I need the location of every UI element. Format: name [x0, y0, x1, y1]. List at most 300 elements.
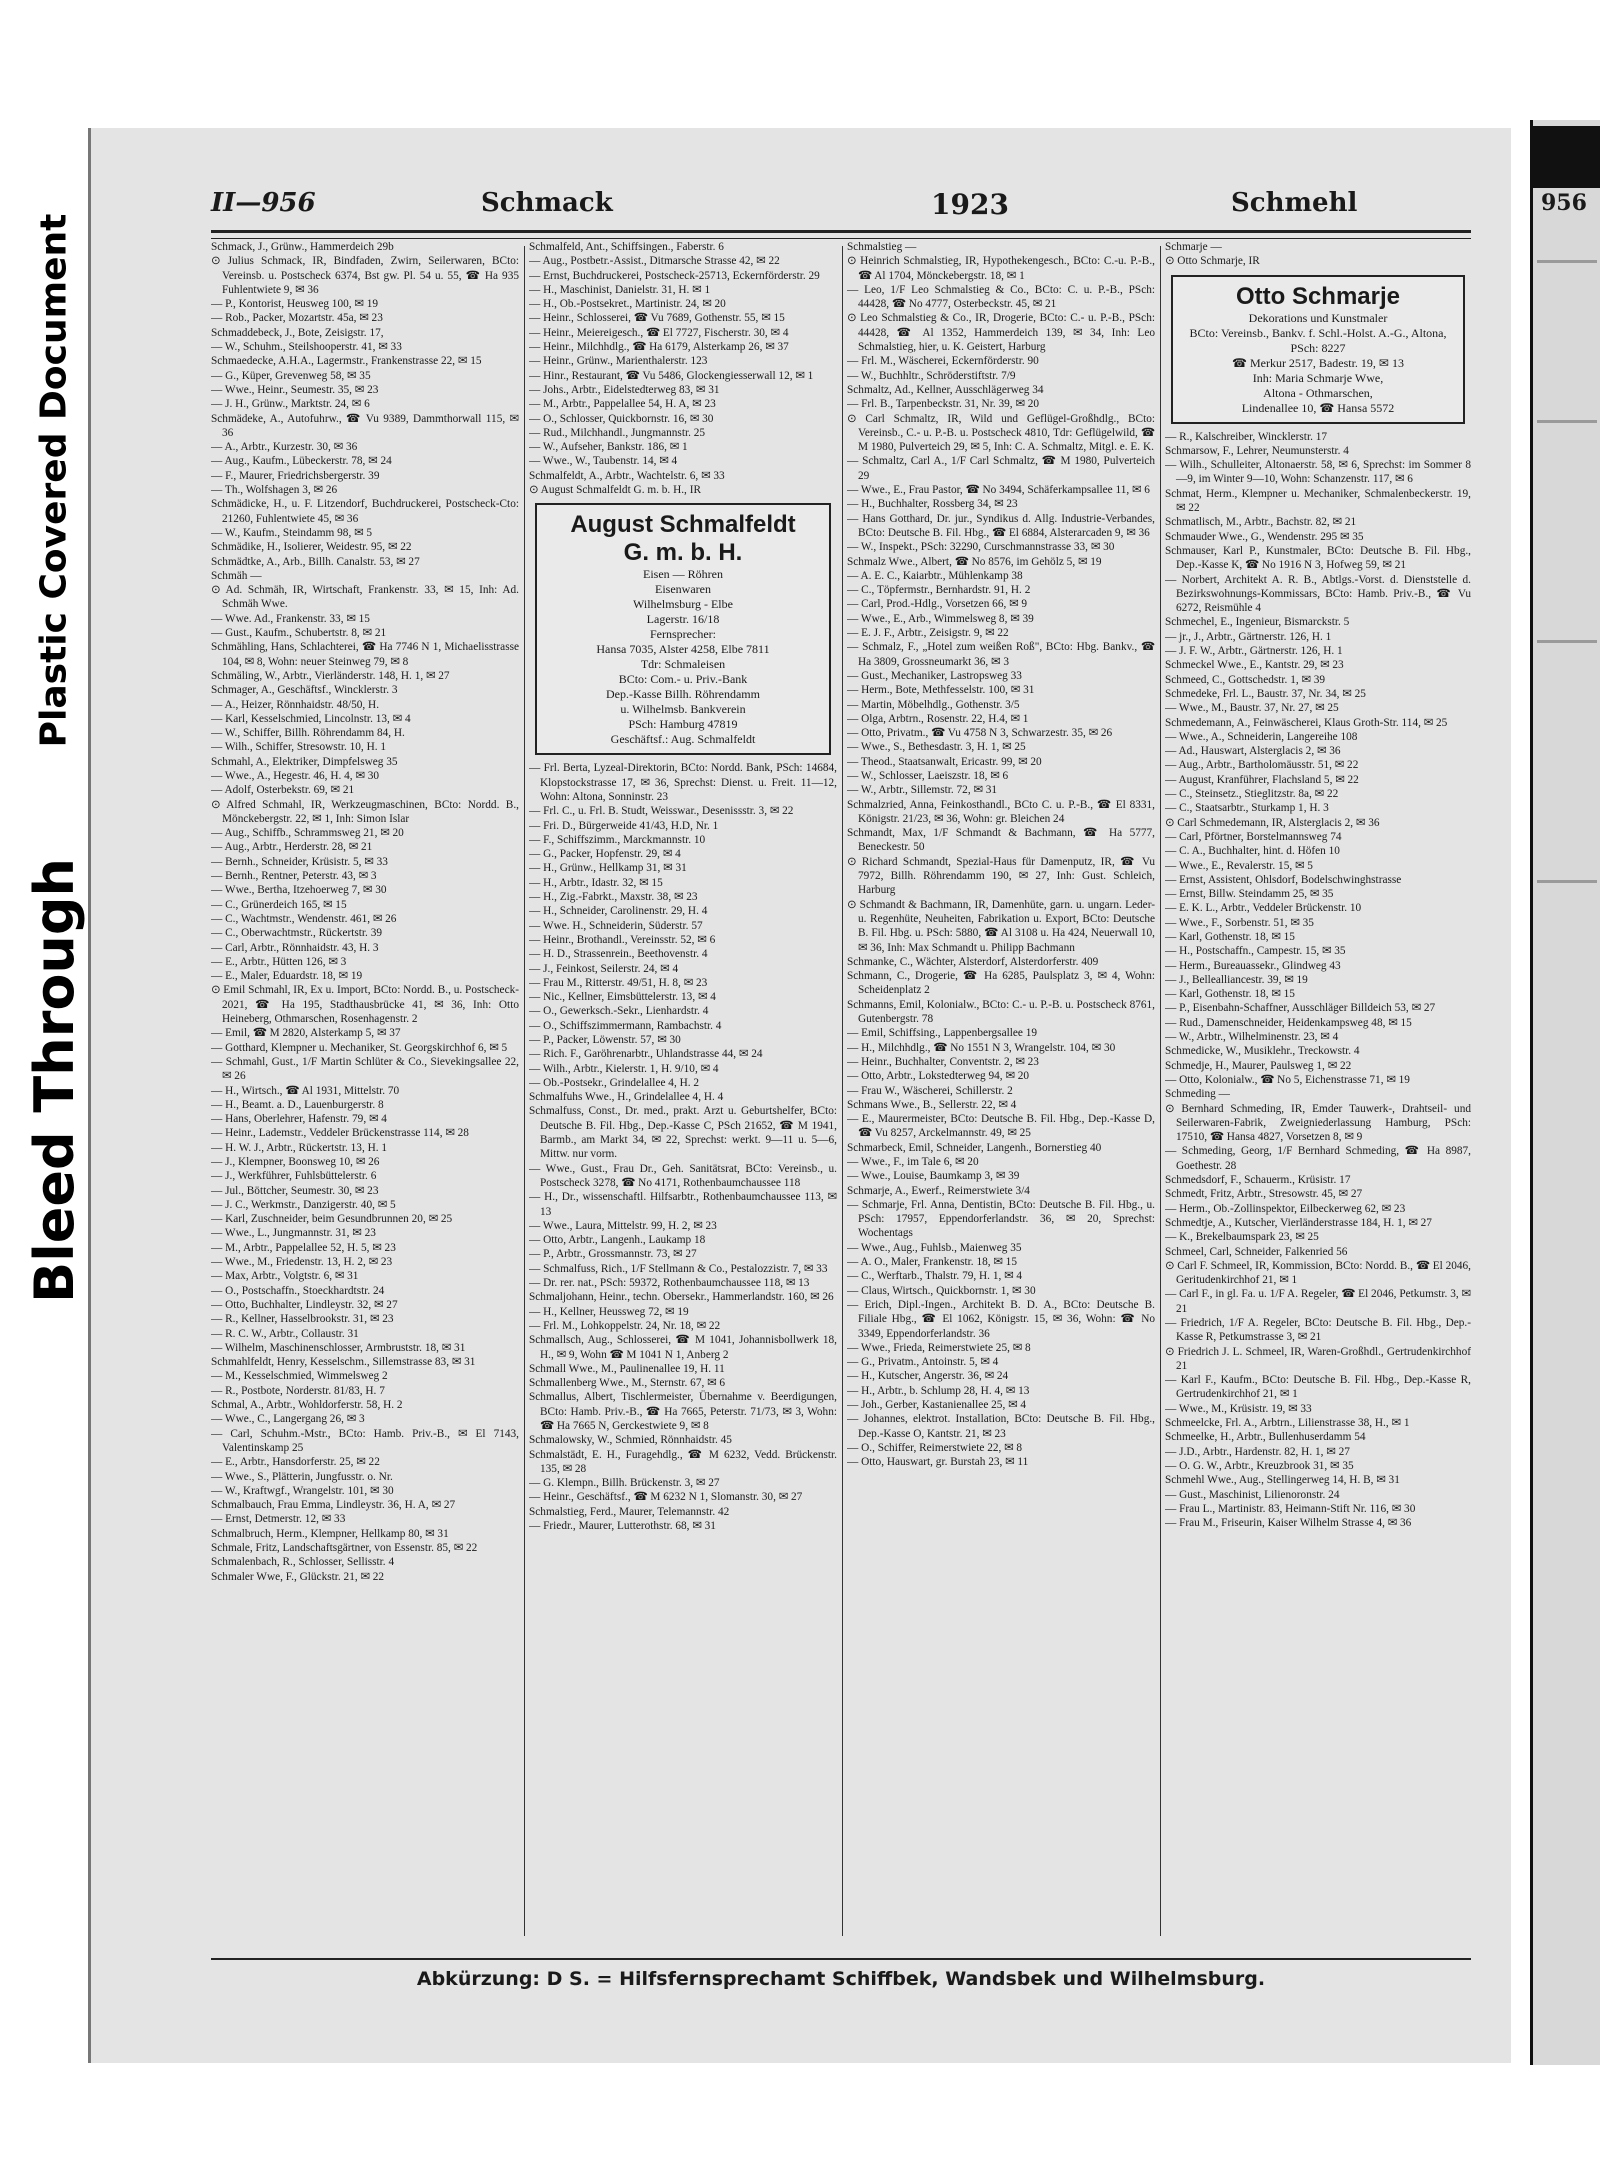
directory-entry: — Frau L., Martinistr. 83, Heimann-Stift Nr. 116, ✉ 30 [1165, 1502, 1416, 1515]
directory-entry: — G. Klempn., Billh. Brückenstr. 3, ✉ 27 [529, 1477, 720, 1490]
directory-entry: Schmaltz, Ad., Kellner, Ausschlägerweg 34 [847, 383, 1044, 396]
directory-entry: — Heinr., Buchhalter, Conventstr. 2, ✉ 23 [847, 1055, 1039, 1068]
directory-entry: — Gust., Mechaniker, Lastropsweg 33 [847, 669, 1022, 682]
directory-entry: — Max, Arbtr., Volgtstr. 6, ✉ 31 [211, 1270, 359, 1283]
facing-page-text-ghost [1537, 420, 1597, 423]
directory-entry: — Martin, Möbelhdlg., Gothenstr. 3/5 [847, 698, 1020, 711]
directory-entry: — H. D., Strassenrein., Beethovenstr. 4 [529, 948, 708, 961]
directory-entry: Schmalbauch, Frau Emma, Lindleystr. 36, H. A, ✉ 27 [211, 1499, 456, 1512]
directory-entry: — Herm., Ob.-Zollinspektor, Eilbeckerweg 62, ✉ 23 [1165, 1202, 1406, 1215]
directory-entry: ⊙ Heinrich Schmalstieg, IR, Hypothekengesch., BCto: C.-u. P.-B., ☎ Al 1704, Mönckebergstr. 18, ✉ 1 [847, 255, 1155, 282]
directory-entry: — Otto, Arbtr., Lokstedterweg 94, ✉ 20 [847, 1070, 1030, 1083]
directory-entry: Schmehl Wwe., Aug., Stellingerweg 14, H. B, ✉ 31 [1165, 1474, 1400, 1487]
directory-entry: Schmalfuhs Wwe., H., Grindelallee 4, H. 4 [529, 1091, 724, 1104]
directory-entry: — Nic., Kellner, Eimsbüttelerstr. 13, ✉ 4 [529, 991, 716, 1004]
directory-entry: — H., Kellner, Heussweg 72, ✉ 19 [529, 1305, 689, 1318]
directory-entry: — Karl F., Kaufm., BCto: Deutsche B. Fil. Hbg., Dep.-Kasse R, Gertrudenkirchhof 21, ✉ 1 [1165, 1374, 1471, 1401]
directory-entry: — Wwe., E., Frau Pastor, ☎ No 3494, Schäferkampsallee 11, ✉ 6 [847, 484, 1150, 497]
directory-entry: — A. O., Maler, Frankenstr. 18, ✉ 15 [847, 1256, 1017, 1269]
directory-entry: — Frl. M., Wäscherei, Eckernförderstr. 90 [847, 355, 1039, 368]
directory-entry: Schmeelcke, Frl. A., Arbtrn., Lilienstrasse 38, H., ✉ 1 [1165, 1417, 1410, 1430]
directory-entry: — Wilh., Arbtr., Kielerstr. 1, H. 9/10, ✉ 4 [529, 1062, 719, 1075]
directory-entry: Schmale, Fritz, Landschaftsgärtner, von Essenstr. 85, ✉ 22 [211, 1542, 478, 1555]
ad-company-name: August Schmalfeldt [570, 511, 796, 539]
directory-entry: Schmedsdorf, F., Schauerm., Krüsistr. 17 [1165, 1174, 1351, 1187]
directory-entry: — C., Töpfermstr., Bernhardstr. 91, H. 2 [847, 584, 1031, 597]
directory-entry: — J., Bellealliancestr. 39, ✉ 19 [1165, 973, 1308, 986]
directory-entry: — G., Packer, Hopfenstr. 29, ✉ 4 [529, 848, 681, 861]
directory-entry: — Wwe. H., Schneiderin, Süderstr. 57 [529, 919, 703, 932]
directory-entry: — Frau M., Ritterstr. 49/51, H. 8, ✉ 23 [529, 976, 708, 989]
directory-entry: Schmaddebeck, J., Bote, Zeisigstr. 17, [211, 326, 384, 339]
facing-page-number: 956 [1541, 190, 1587, 216]
directory-entry: — G., Privatm., Antoinstr. 5, ✉ 4 [847, 1356, 999, 1369]
directory-entry: Schmalowsky, W., Schmied, Rönnhaidstr. 45 [529, 1434, 732, 1447]
directory-entry: ⊙ Carl F. Schmeel, IR, Kommission, BCto: Nordd. B., ☎ El 2046, Geritudenkirchhof 21, ✉ 1 [1165, 1259, 1471, 1287]
directory-entry: ⊙ Bernhard Schmeding, IR, Emder Tauwerk-, Drahtseil- und Seilerwaren-Fabrik, Zweigniederlassung Hamburg, PSch: 17510, ☎ Hansa 4827, Vorsetzen 8, ✉ 9 [1165, 1102, 1471, 1144]
directory-entry: — P., Arbtr., Grossmannstr. 73, ✉ 27 [529, 1248, 697, 1261]
directory-entry: Schmaler Wwe, F., Glückstr. 21, ✉ 22 [211, 1570, 385, 1583]
directory-entry: Schmedemann, A., Feinwäscherei, Klaus Groth-Str. 114, ✉ 25 [1165, 716, 1448, 729]
directory-entry: Schmanke, C., Wächter, Alsterdorf, Alsterdorferstr. 409 [847, 955, 1099, 968]
directory-entry: — W., Inspekt., PSch: 32290, Curschmannstrasse 33, ✉ 30 [847, 541, 1115, 554]
directory-entry: — Otto, Buchhalter, Lindleystr. 32, ✉ 27 [211, 1298, 398, 1311]
directory-entry: — Wwe., Louise, Baumkamp 3, ✉ 39 [847, 1170, 1020, 1183]
directory-entry: — Aug., Schiffb., Schrammsweg 21, ✉ 20 [211, 827, 404, 840]
directory-entry: — Norbert, Architekt A. R. B., Abtlgs.-Vorst. d. Dienststelle d. Bezirkswohnungs-Kommissars, BCto: Hamb. Priv.-B., ☎ Vu 6272, Reismühle 4 [1165, 573, 1471, 615]
facing-page-text-ghost [1537, 260, 1597, 263]
directory-entry: — H., Dr., wissenschaftl. Hilfsarbtr., Rothenbaumchaussee 113, ✉ 13 [529, 1191, 837, 1218]
ad-line: Eisen — Röhren [643, 567, 723, 582]
directory-entry: Schmeelke, H., Arbtr., Bullenhuserdamm 54 [1165, 1431, 1366, 1444]
directory-entry: — Theod., Staatsanwalt, Ericastr. 99, ✉ 20 [847, 755, 1042, 768]
directory-entry: — Wwe., Frieda, Reimerstwiete 25, ✉ 8 [847, 1341, 1031, 1354]
directory-entry: Schmalbruch, Herm., Klempner, Hellkamp 80, ✉ 31 [211, 1527, 449, 1540]
directory-entry: Schmans Wwe., B., Sellerstr. 22, ✉ 4 [847, 1098, 1017, 1111]
directory-entry: Schmedicke, W., Musiklehr., Treckowstr. 4 [1165, 1045, 1360, 1058]
directory-entry: ⊙ Julius Schmack, IR, Bindfaden, Zwirn, Seilerwaren, BCto: Vereinsb. u. Postscheck 6374, Bst gw. Pl. 54 u. 55, ☎ Ha 935 Fuhlentwiete 9, ✉ 36 [211, 255, 519, 296]
directory-entry: — H. W. J., Arbtr., Rückertstr. 13, H. 1 [211, 1141, 388, 1154]
directory-entry: — Friedr., Maurer, Lutterothstr. 68, ✉ 31 [529, 1520, 716, 1533]
directory-entry: — E., Maler, Eduardstr. 18, ✉ 19 [211, 970, 363, 983]
directory-entry: — J. C., Werkmstr., Danzigerstr. 40, ✉ 5 [211, 1198, 396, 1211]
facing-page-edge [1530, 120, 1600, 2065]
directory-entry: Schmähling, Hans, Schlachterei, ☎ Ha 7746 N 1, Michaelisstrasse 104, ✉ 8, Wohn: neuer Steinweg 79, ✉ 8 [211, 641, 519, 668]
directory-entry: — Wwe., Bertha, Itzehoerweg 7, ✉ 30 [211, 884, 387, 897]
directory-entry: — Wwe., M., Krüsistr. 19, ✉ 33 [1165, 1402, 1312, 1415]
directory-entry: — Schmarje, Frl. Anna, Dentistin, BCto: Deutsche B. Fil. Hbg., u. PSch: 17957, Eppendorferlandstr. 36, ✉ 20, Sprechst: Wochentags [847, 1198, 1155, 1240]
directory-entry: — C., Steinsetz., Stieglitzstr. 8a, ✉ 22 [1165, 788, 1339, 801]
ad-line: ☎ Merkur 2517, Badestr. 19, ✉ 13 [1232, 355, 1404, 370]
directory-entry: — Herm., Bote, Methfesselstr. 100, ✉ 31 [847, 684, 1035, 697]
directory-entry: — A. E. C., Kaiarbtr., Mühlenkamp 38 [847, 569, 1023, 582]
directory-entry: — C. A., Buchhalter, hint. d. Höfen 10 [1165, 845, 1340, 858]
directory-entry: ⊙ Richard Schmandt, Spezial-Haus für Damenputz, IR, ☎ Vu 7972, Billh. Röhrendamm 190, ✉ 27, Inh: Gust. Schleich, Harburg [847, 855, 1155, 897]
directory-entry: — Ernst, Detmerstr. 12, ✉ 33 [211, 1513, 346, 1526]
directory-columns [211, 240, 1471, 1940]
ad-line: Lagerstr. 16/18 [646, 612, 720, 627]
directory-entry: — R. C. W., Arbtr., Collaustr. 31 [211, 1327, 359, 1340]
directory-entry: — H., Wirtsch., ☎ Al 1931, Mittelstr. 70 [211, 1084, 400, 1097]
directory-entry: — Carl, Schuhm.-Mstr., BCto: Hamb. Priv.-B., ✉ El 7143, Valentinskamp 25 [211, 1427, 519, 1454]
directory-entry: — Heinr., Meiereigesch., ☎ El 7727, Fischerstr. 30, ✉ 4 [529, 326, 789, 339]
directory-entry: Schmedtje, A., Kutscher, Vierländerstrasse 184, H. 1, ✉ 27 [1165, 1216, 1432, 1229]
directory-entry: — Hans, Oberlehrer, Hafenstr. 79, ✉ 4 [211, 1113, 387, 1126]
directory-entry: — Emil, Schiffsing., Lappenbergsallee 19 [847, 1027, 1038, 1040]
directory-entry: — Wwe., F., Sorbenstr. 51, ✉ 35 [1165, 916, 1314, 929]
directory-entry: — O., Schiffer, Reimerstwiete 22, ✉ 8 [847, 1441, 1023, 1454]
directory-entry: ⊙ Emil Schmahl, IR, Ex u. Import, BCto: Nordd. B., u. Postscheck-2021, ☎ Ha 195, Stadthausbrücke 41, ✉ 36, Inh: Otto Heineberg, Othmarschen, Rosenhagenstr. 2 [211, 984, 519, 1026]
directory-entry: — W., Schuhm., Steilshooperstr. 41, ✉ 33 [211, 341, 402, 354]
directory-entry: — Dr. rer. nat., PSch: 59372, Rothenbaumchaussee 118, ✉ 13 [529, 1277, 810, 1290]
directory-entry: — H., Schneider, Carolinenstr. 29, H. 4 [529, 905, 708, 918]
directory-entry: Schmädtke, A., Arb., Billh. Canalstr. 53, ✉ 27 [211, 555, 420, 568]
directory-entry: — H., Ob.-Postsekret., Martinistr. 24, ✉ 20 [529, 298, 726, 311]
directory-entry: Schmalfuss, Const., Dr. med., prakt. Arzt u. Geburtshelfer, BCto: Deutsche B. Fil. Hbg., Dep.-Kasse C, PSch 21652, ☎ M 1941, Barmb., am Markt 34, ✉ 22, Sprechst: werkt. 9—11 u. 5—6, Mittw. nur vorm. [529, 1105, 837, 1161]
directory-entry: — Frl. C., u. Frl. B. Studt, Weisswar., Desenissstr. 3, ✉ 22 [529, 805, 794, 818]
column-2-entries-continued [529, 761, 837, 1533]
directory-entry: Schmauser, Karl P., Kunstmaler, BCto: Deutsche B. Fil. Hbg., Dep.-Kasse K, ☎ No 1916 N 3, Hofweg 59, ✉ 21 [1165, 544, 1471, 572]
directory-entry: Schmalzried, Anna, Feinkosthandl., BCto C. u. P.-B., ☎ El 8331, Königstr. 21/23, ✉ 36, Wohn: gr. Bleichen 24 [847, 798, 1155, 825]
directory-entry: — H., Buchhalter, Rossberg 34, ✉ 23 [847, 498, 1018, 511]
directory-entry: ⊙ Schmandt & Bachmann, IR, Damenhüte, garn. u. ungarn. Leder- u. Regenhüte, Neuheiten, Fabrikation u. Export, BCto: Deutsche B. Fil. Hbg. u. PSch: 5880, ☎ Al 3108 u. Ha 424, Neuerwall 10, ✉ 36, Inh: Max Schmandt u. Philipp Bachmann [847, 898, 1155, 954]
directory-entry: Schmalenbach, R., Schlosser, Sellisstr. 4 [211, 1556, 395, 1569]
bleed-through-label [14, 820, 94, 1340]
directory-entry: — August, Kranführer, Flachsland 5, ✉ 22 [1165, 773, 1359, 786]
directory-entry: — Rich. F., Garöhrenarbtr., Uhlandstrasse 44, ✉ 24 [529, 1048, 763, 1061]
ad-line: BCto: Com.- u. Priv.-Bank [618, 672, 748, 687]
directory-entry: — Karl, Gothenstr. 18, ✉ 15 [1165, 988, 1295, 1001]
directory-entry: — P., Eisenbahn-Schaffner, Ausschläger Billdeich 53, ✉ 27 [1165, 1002, 1436, 1015]
directory-entry: Schmedt, Fritz, Arbtr., Stresowstr. 45, ✉ 27 [1165, 1188, 1363, 1201]
directory-entry: — P., Kontorist, Heusweg 100, ✉ 19 [211, 298, 378, 311]
directory-entry: — E. J. F., Arbtr., Zeisigstr. 9, ✉ 22 [847, 627, 1009, 640]
directory-entry: — R., Kalschreiber, Wincklerstr. 17 [1165, 430, 1328, 443]
directory-entry: Schmalstieg, Ferd., Maurer, Telemannstr. 42 [529, 1505, 730, 1518]
directory-entry: Schmädeke, A., Autofuhrw., ☎ Vu 9389, Dammthorwall 115, ✉ 36 [211, 412, 519, 439]
directory-entry: Schmädike, H., Isolierer, Weidestr. 95, ✉ 22 [211, 541, 412, 554]
directory-entry: Schmaedecke, A.H.A., Lagermstr., Frankenstrasse 22, ✉ 15 [211, 355, 482, 368]
ad-line: Dekorations und Kunstmaler [1248, 310, 1388, 325]
directory-entry: — Hans Gotthard, Dr. jur., Syndikus d. Allg. Industrie-Verbandes, BCto: Deutsche B. Fil. Hbg., ☎ El 6884, Alsterarcaden 9, ✉ 36 [847, 512, 1155, 539]
bleed-through-text: Bleed Through [22, 857, 86, 1303]
directory-entry: — Ad., Hauswart, Alsterglacis 2, ✉ 36 [1165, 745, 1341, 758]
directory-entry: — J., Werkführer, Fuhlsbüttelerstr. 6 [211, 1170, 377, 1183]
directory-entry: Schmeding — [1165, 1088, 1230, 1101]
directory-entry: Schmarje, A., Ewerf., Reimerstwiete 3/4 [847, 1184, 1030, 1197]
plastic-covered-text: Plastic Covered Document [33, 213, 75, 747]
directory-entry: — Carl, Pförtner, Borstelmannsweg 74 [1165, 830, 1342, 843]
ad-line: Fernsprecher: [650, 627, 716, 642]
header-last-word: Schmehl [1231, 188, 1358, 218]
directory-entry: — Heinr., Lademstr., Veddeler Brückenstrasse 114, ✉ 28 [211, 1127, 469, 1140]
directory-entry: Schmat, Herm., Klempner u. Mechaniker, Schmalenbeckerstr. 19, ✉ 22 [1165, 487, 1471, 515]
directory-entry: — Aug., Kaufm., Lübeckerstr. 78, ✉ 24 [211, 455, 392, 468]
directory-entry: Schmaljohann, Heinr., techn. Obersekr., Hammerlandstr. 160, ✉ 26 [529, 1291, 834, 1304]
directory-entry: — Herm., Bureauassekr., Glindweg 43 [1165, 959, 1341, 972]
directory-entry: — Karl, Zuschneider, beim Gesundbrunnen 20, ✉ 25 [211, 1213, 453, 1226]
directory-entry: Schmallus, Albert, Tischlermeister, Übernahme v. Beerdigungen, BCto: Hamb. Priv.-B., ☎ Ha 7665, Peterstr. 71/73, ✉ 3, Wohn: ☎ Ha 7665 N, Gerckestwiete 9, ✉ 8 [529, 1391, 837, 1432]
header-first-word: Schmack [481, 188, 613, 218]
plastic-covered-label [14, 210, 94, 750]
directory-entry: — Johannes, elektrot. Installation, BCto: Deutsche B. Fil. Hbg., Dep.-Kasse O, Kantstr. 21, ✉ 23 [847, 1413, 1155, 1440]
column-2 [529, 240, 837, 1940]
directory-entry: — Rob., Packer, Mozartstr. 45a, ✉ 23 [211, 312, 383, 325]
directory-entry: — Rud., Damenschneider, Heidenkampsweg 48, ✉ 15 [1165, 1016, 1412, 1029]
directory-entry: — Friedrich, 1/F A. Regeler, BCto: Deutsche B. Fil. Hbg., Dep.-Kasse R, Petkumstrasse 3, ✉ 21 [1165, 1317, 1471, 1344]
directory-entry: — Jul., Böttcher, Seumestr. 30, ✉ 23 [211, 1184, 379, 1197]
page-footer [211, 1958, 1471, 1990]
column-4-entries-continued [1165, 430, 1471, 1531]
ad-line: BCto: Vereinsb., Bankv. f. Schl.-Holst. A.-G., Altona, PSch: 8227 [1189, 325, 1447, 355]
directory-entry: — Frl. B., Tarpenbeckstr. 31, Nr. 39, ✉ 20 [847, 398, 1040, 411]
directory-entry: — Bernh., Schneider, Krüsistr. 5, ✉ 33 [211, 855, 388, 868]
directory-entry: — jr., J., Arbtr., Gärtnerstr. 126, H. 1 [1165, 630, 1332, 643]
directory-entry: — Wwe., F., im Tale 6, ✉ 20 [847, 1156, 979, 1168]
directory-entry: — H., Kutscher, Angerstr. 36, ✉ 24 [847, 1370, 1009, 1383]
directory-entry: Schmäh — [211, 569, 262, 582]
directory-entry: Schmeel, Carl, Schneider, Falkenried 56 [1165, 1245, 1348, 1258]
ad-line: PSch: Hamburg 47819 [628, 717, 738, 732]
footer-abbreviation-note: Abkürzung: D S. = Hilfsfernsprechamt Schiffbek, Wandsbek und Wilhelmsburg. [416, 1968, 1266, 1990]
directory-entry: ⊙ Alfred Schmahl, IR, Werkzeugmaschinen, BCto: Nordd. B., Mönckebergstr. 22, ✉ 1, Inh: Simon Islar [211, 798, 519, 825]
directory-entry: — C., Staatsarbtr., Sturkamp 1, H. 3 [1165, 802, 1329, 815]
column-divider [842, 246, 843, 1936]
directory-entry: Schmarsow, F., Lehrer, Neumunsterstr. 4 [1165, 444, 1349, 457]
directory-entry: — Wwe., M., Friedenstr. 13, H. 2, ✉ 23 [211, 1256, 393, 1269]
directory-entry: Schmack, J., Grünw., Hammerdeich 29b [211, 241, 394, 253]
directory-entry: — W., Kaufm., Steindamm 98, ✉ 5 [211, 526, 373, 539]
directory-entry: — Carl F., in gl. Fa. u. 1/F A. Regeler, ☎ El 2046, Petkumstr. 3, ✉ 21 [1165, 1288, 1471, 1315]
directory-entry: ⊙ Friedrich J. L. Schmeel, IR, Waren-Großhdl., Gertrudenkirchhof 21 [1165, 1345, 1471, 1372]
column-divider [524, 246, 525, 1936]
directory-entry: Schmalz Wwe., Albert, ☎ No 8576, im Gehölz 5, ✉ 19 [847, 555, 1102, 568]
directory-entry: ⊙ Leo Schmalstieg & Co., IR, Drogerie, BCto: C.- u. P.-B., PSch: 44428, ☎ Al 1352, Hammerdeich 139, ✉ 34, Inh: Leo Schmalstieg, hier, u. K. Geistert, Harburg [847, 312, 1155, 354]
directory-entry: — K., Brekelbaumspark 23, ✉ 25 [1165, 1231, 1319, 1244]
directory-entry: — Wwe., Laura, Mittelstr. 99, H. 2, ✉ 23 [529, 1219, 717, 1232]
directory-entry: Schmanns, Emil, Kolonialw., BCto: C.- u. P.-B. u. Postscheck 8761, Gutenbergstr. 78 [847, 998, 1155, 1026]
directory-entry: — P., Packer, Löwenstr. 57, ✉ 30 [529, 1033, 681, 1046]
directory-entry: — Carl, Arbtr., Rönnhaidstr. 43, H. 3 [211, 941, 379, 954]
directory-entry: — Hinr., Restaurant, ☎ Vu 5486, Glockengiesserwall 12, ✉ 1 [529, 369, 814, 382]
directory-entry: — Frau W., Wäscherei, Schillerstr. 2 [847, 1084, 1013, 1097]
directory-entry: Schmahlfeldt, Henry, Kesselschm., Sillemstrasse 83, ✉ 31 [211, 1356, 476, 1369]
directory-entry: — Carl, Prod.-Hdlg., Vorsetzen 66, ✉ 9 [847, 598, 1028, 611]
directory-entry: Schmallsch, Aug., Schlosserei, ☎ M 1041, Johannisbollwerk 18, H., ✉ 9, Wohn ☎ M 1041 N 1, Anberg 2 [529, 1334, 837, 1361]
directory-entry: — W., Kraftwgf., Wrangelstr. 101, ✉ 30 [211, 1484, 394, 1497]
directory-entry: — Wwe., M., Baustr. 37, Nr. 27, ✉ 25 [1165, 702, 1339, 715]
directory-entry: — Wwe., W., Taubenstr. 14, ✉ 4 [529, 455, 678, 468]
directory-entry: — Schmaltz, Carl A., 1/F Carl Schmaltz, ☎ M 1980, Pulverteich 29 [847, 455, 1155, 482]
column-2-entries [529, 240, 837, 497]
page-header [211, 188, 1471, 230]
directory-entry: — Joh., Gerber, Kastanienallee 25, ✉ 4 [847, 1399, 1027, 1412]
directory-entry: — Wilh., Schiffer, Stresowstr. 10, H. 1 [211, 741, 387, 754]
header-rule [211, 230, 1471, 239]
directory-entry: — Frl. M., Lohkoppelstr. 24, Nr. 18, ✉ 22 [529, 1319, 721, 1332]
column-4 [1165, 240, 1471, 1940]
directory-entry: — Th., Wolfshagen 3, ✉ 26 [211, 484, 338, 497]
header-year: 1923 [931, 188, 1009, 221]
directory-entry: — E., Arbtr., Hütten 126, ✉ 3 [211, 955, 347, 968]
page-number: II—956 [211, 188, 316, 218]
directory-entry: — Heinr., Geschäftsf., ☎ M 6232 N 1, Slomanstr. 30, ✉ 27 [529, 1491, 803, 1504]
directory-entry: — J. H., Grünw., Marktstr. 24, ✉ 6 [211, 398, 370, 411]
directory-entry: ⊙ Carl Schmedemann, IR, Alsterglacis 2, ✉ 36 [1165, 816, 1380, 829]
directory-entry: — Heinr., Grünw., Marienthalerstr. 123 [529, 355, 708, 368]
directory-entry: — E., Arbtr., Hansdorferstr. 25, ✉ 22 [211, 1456, 380, 1469]
directory-entry: Schmedje, H., Maurer, Paulsweg 1, ✉ 22 [1165, 1059, 1352, 1072]
facing-page-text-ghost [1537, 640, 1597, 643]
directory-entry: — A., Heizer, Rönnhaidstr. 48/50, H. [211, 698, 380, 711]
directory-entry: — Wilhelm, Maschinenschlosser, Armbruststr. 18, ✉ 31 [211, 1341, 466, 1354]
directory-entry: — E. K. L., Arbtr., Veddeler Brückenstr. 10 [1165, 902, 1362, 915]
directory-entry: — Leo, 1/F Leo Schmalstieg & Co., BCto: C. u. P.-B., PSch: 44428, ☎ No 4777, Osterbeckstr. 45, ✉ 21 [847, 283, 1155, 311]
directory-entry: — Wwe., E., Revalerstr. 15, ✉ 5 [1165, 859, 1313, 872]
directory-entry: Schmager, A., Geschäftsf., Wincklerstr. 3 [211, 684, 398, 697]
directory-entry: — Gust., Kaufm., Schubertstr. 8, ✉ 21 [211, 627, 387, 640]
advertisement-schmalfeldt [535, 503, 831, 755]
directory-entry: — R., Postbote, Norderstr. 81/83, H. 7 [211, 1384, 385, 1397]
column-3-entries [847, 240, 1155, 1470]
directory-entry: — Karl, Gothenstr. 18, ✉ 15 [1165, 930, 1295, 943]
ad-company-name: Otto Schmarje [1235, 282, 1401, 310]
directory-entry: — Aug., Arbtr., Herderstr. 28, ✉ 21 [211, 841, 373, 854]
directory-entry: Schmahl, A., Elektriker, Dimpfelsweg 35 [211, 755, 398, 768]
directory-entry: — Ernst, Buchdruckerei, Postscheck-25713, Eckernförderstr. 29 [529, 269, 820, 282]
directory-entry: — Wwe., A., Hegestr. 46, H. 4, ✉ 30 [211, 769, 380, 782]
directory-entry: — Wwe., L., Jungmannstr. 31, ✉ 23 [211, 1227, 376, 1240]
directory-entry: Schmalstädt, E. H., Furagehdlg., ☎ M 6232, Vedd. Brückenstr. 135, ✉ 28 [529, 1448, 837, 1475]
directory-entry: — H., Postschaffn., Campestr. 15, ✉ 35 [1165, 945, 1346, 958]
directory-entry: — H., Grünw., Hellkamp 31, ✉ 31 [529, 862, 687, 875]
directory-entry: — Otto, Arbtr., Langenh., Laukamp 18 [529, 1234, 706, 1247]
directory-entry: — Schmahl, Gust., 1/F Martin Schlüter & Co., Sievekingsallee 22, ✉ 26 [211, 1055, 519, 1083]
directory-entry: — Fri. D., Bürgerweide 41/43, H.D, Nr. 1 [529, 819, 719, 832]
directory-entry: — Adolf, Osterbekstr. 69, ✉ 21 [211, 784, 355, 797]
facing-page-dark-cap [1533, 126, 1600, 188]
directory-entry: — Wwe., C., Langergang 26, ✉ 3 [211, 1413, 365, 1426]
ad-line: Hansa 7035, Alster 4258, Elbe 7811 [596, 642, 770, 657]
directory-entry: — M., Kesselschmied, Wimmelsweg 2 [211, 1370, 388, 1383]
directory-entry: — J., Klempner, Boonsweg 10, ✉ 26 [211, 1156, 380, 1168]
directory-entry: — Rud., Milchhandl., Jungmannstr. 25 [529, 426, 706, 439]
directory-entry: Schmalfeldt, A., Arbtr., Wachtelstr. 6, ✉ 33 [529, 469, 725, 482]
directory-entry: ⊙ Otto Schmarje, IR [1165, 255, 1260, 268]
directory-entry: — Wilh., Schulleiter, Altonaerstr. 58, ✉ 6, Sprechst: im Sommer 8—9, im Winter 9—10, Wohn: Schanzenstr. 117, ✉ 6 [1165, 459, 1471, 486]
directory-entry: — C., Grünerdeich 165, ✉ 15 [211, 898, 347, 911]
directory-entry: Schmandt, Max, 1/F Schmandt & Bachmann, ☎ Ha 5777, Beneckestr. 50 [847, 827, 1155, 854]
column-1-entries [211, 240, 519, 1584]
directory-entry: — C., Oberwachtmstr., Rückertstr. 39 [211, 927, 382, 940]
ad-line: Lindenallee 10, ☎ Hansa 5572 [1241, 400, 1395, 415]
directory-entry: — H., Zig.-Fabrkt., Maxstr. 38, ✉ 23 [529, 891, 698, 904]
directory-entry: — Aug., Arbtr., Bartholomäusstr. 51, ✉ 22 [1165, 759, 1359, 772]
ad-line: Altona - Othmarschen, [1263, 385, 1373, 400]
directory-entry: — Claus, Wirtsch., Quickbornstr. 1, ✉ 30 [847, 1284, 1036, 1297]
directory-entry: — O., Schlosser, Quickbornstr. 16, ✉ 30 [529, 412, 714, 425]
directory-entry: — Gotthard, Klempner u. Mechaniker, St. Georgskirchhof 6, ✉ 5 [211, 1041, 508, 1054]
directory-entry: — O. G. W., Arbtr., Kreuzbrook 31, ✉ 35 [1165, 1459, 1354, 1472]
directory-entry: Schmalstieg — [847, 241, 917, 253]
ad-line: Eisenwaren [655, 582, 711, 597]
directory-entry: — Bernh., Rentner, Peterstr. 43, ✉ 3 [211, 870, 377, 883]
directory-entry: — Heinr., Brothandl., Vereinsstr. 52, ✉ 6 [529, 933, 716, 946]
directory-entry: Schmedeke, Frl. L., Baustr. 37, Nr. 34, ✉ 25 [1165, 687, 1366, 700]
directory-entry: — Aug., Postbetr.-Assist., Ditmarsche Strasse 42, ✉ 22 [529, 255, 780, 268]
ad-line: Geschäftsf.: Aug. Schmalfeldt [610, 732, 756, 747]
directory-entry: Schmeed, C., Gottschedstr. 1, ✉ 39 [1165, 673, 1326, 686]
directory-entry: — Wwe., E., Arb., Wimmelsweg 8, ✉ 39 [847, 612, 1034, 625]
directory-entry: — Johs., Arbtr., Eidelstedterweg 83, ✉ 31 [529, 383, 720, 396]
column-1 [211, 240, 519, 1940]
directory-entry: — M., Arbtr., Pappelallee 54, H. A, ✉ 23 [529, 398, 716, 411]
ad-line: Inh: Maria Schmarje Wwe, [1252, 370, 1384, 385]
directory-entry: Schmauder Wwe., G., Wendenstr. 295 ✉ 35 [1165, 530, 1364, 543]
directory-entry: — J. F. W., Arbtr., Gärtnerstr. 126, H. 1 [1165, 645, 1343, 658]
directory-entry: ⊙ August Schmalfeldt G. m. b. H., IR [529, 484, 702, 497]
advertisement-schmarje [1171, 275, 1465, 424]
directory-entry: — Wwe., Heinr., Seumestr. 35, ✉ 23 [211, 383, 379, 396]
directory-entry: — O., Schiffszimmermann, Rambachstr. 4 [529, 1019, 722, 1032]
directory-entry: — Wwe., A., Schneiderin, Langereihe 108 [1165, 730, 1358, 743]
directory-entry: — Frl. Berta, Lyzeal-Direktorin, BCto: Nordd. Bank, PSch: 14684, Klopstockstrasse 17, ✉ 36, Sprechst: Dienst. u. Freit. 11—12, Wohn: Altona, Sonninstr. 23 [529, 762, 837, 803]
directory-entry: — O., Postschaffn., Stoeckhardtstr. 24 [211, 1284, 385, 1297]
ad-details [1181, 311, 1455, 416]
directory-entry: — O., Gewerksch.-Sekr., Lienhardstr. 4 [529, 1005, 709, 1018]
directory-entry: — H., Maschinist, Danielstr. 31, H. ✉ 1 [529, 283, 711, 296]
ad-details [545, 567, 821, 747]
ad-line: u. Wilhelmsb. Bankverein [620, 702, 746, 717]
directory-entry: — Ernst, Assistent, Ohlsdorf, Bodelschwinghstrasse [1165, 873, 1402, 886]
directory-entry: — Schmalfuss, Rich., 1/F Stellmann & Co., Pestalozzistr. 7, ✉ 33 [529, 1262, 828, 1275]
column-3 [847, 240, 1155, 1940]
directory-entry: — W., Schiffer, Billh. Röhrendamm 84, H. [211, 727, 405, 740]
directory-entry: — Karl, Kesselschmied, Lincolnstr. 13, ✉ 4 [211, 712, 411, 725]
directory-entry: ⊙ Carl Schmaltz, IR, Wild und Geflügel-Großhdlg., BCto: Vereinsb., C.- u. P.-B. u. Postscheck 4810, Tdr: Geflügelwild, ☎ M 1980, Pulverteich 29, ✉ 5, Inh: C. A. Schmaltz, Mitgl. e. E. K. [847, 412, 1155, 454]
directory-entry: — Emil, ☎ M 2820, Alsterkamp 5, ✉ 37 [211, 1027, 401, 1040]
directory-entry: — W., Aufseher, Bankstr. 186, ✉ 1 [529, 441, 688, 454]
directory-entry: — M., Arbtr., Pappelallee 52, H. 5, ✉ 23 [211, 1241, 396, 1254]
directory-entry: — Heinr., Milchhdlg., ☎ Ha 6179, Alsterkamp 26, ✉ 37 [529, 341, 789, 354]
directory-entry: — Wwe., Aug., Fuhlsb., Maienweg 35 [847, 1241, 1022, 1254]
directory-entry: — C., Werftarb., Thalstr. 79, H. 1, ✉ 4 [847, 1270, 1023, 1283]
ad-line: Dep.-Kasse Billh. Röhrendamm [606, 687, 760, 702]
directory-entry: — Otto, Hauswart, gr. Burstah 23, ✉ 11 [847, 1456, 1029, 1469]
directory-entry: Schmechel, E., Ingenieur, Bismarckstr. 5 [1165, 616, 1350, 629]
ad-line: Wilhelmsburg - Elbe [633, 597, 733, 612]
directory-entry: Schmeckel Wwe., E., Kantstr. 29, ✉ 23 [1165, 659, 1344, 672]
ad-line: Tdr: Schmaleisen [640, 657, 726, 672]
directory-entry: — J., Feinkost, Seilerstr. 24, ✉ 4 [529, 962, 679, 975]
directory-entry: Schmarje — [1165, 241, 1222, 253]
directory-entry: — Gust., Maschinist, Lilienoronstr. 24 [1165, 1488, 1340, 1501]
directory-entry: — A., Arbtr., Kurzestr. 30, ✉ 36 [211, 441, 358, 454]
column-divider [1160, 246, 1161, 1936]
directory-entry: — H., Beamt. a. D., Lauenburgerstr. 8 [211, 1098, 384, 1111]
directory-entry: — C., Wachtmstr., Wendenstr. 461, ✉ 26 [211, 912, 397, 925]
directory-entry: — Ernst, Billw. Steindamm 25, ✉ 35 [1165, 888, 1334, 901]
directory-entry: — Wwe., S., Plätterin, Jungfusstr. o. Nr. [211, 1470, 393, 1483]
directory-entry: — Heinr., Schlosserei, ☎ Vu 7689, Gothenstr. 55, ✉ 15 [529, 312, 785, 325]
directory-entry: Schmäling, W., Arbtr., Vierländerstr. 148, H. 1, ✉ 27 [211, 669, 450, 682]
directory-entry: — Wwe., Gust., Frau Dr., Geh. Sanitätsrat, BCto: Vereinsb., u. Postscheck 3278, ☎ No 4171, Rothenbaumchaussee 118 [529, 1162, 837, 1189]
directory-entry: — Schmeding, Georg, 1/F Bernhard Schmeding, ☎ Ha 8987, Goethestr. 28 [1165, 1145, 1471, 1172]
directory-page [88, 128, 1511, 2063]
directory-entry: Schmall Wwe., M., Paulinenallee 19, H. 11 [529, 1362, 725, 1375]
directory-entry: — H., Milchhdlg., ☎ No 1551 N 3, Wrangelstr. 104, ✉ 30 [847, 1041, 1116, 1054]
directory-entry: Schmalfeld, Ant., Schiffsingen., Faberstr. 6 [529, 241, 724, 253]
